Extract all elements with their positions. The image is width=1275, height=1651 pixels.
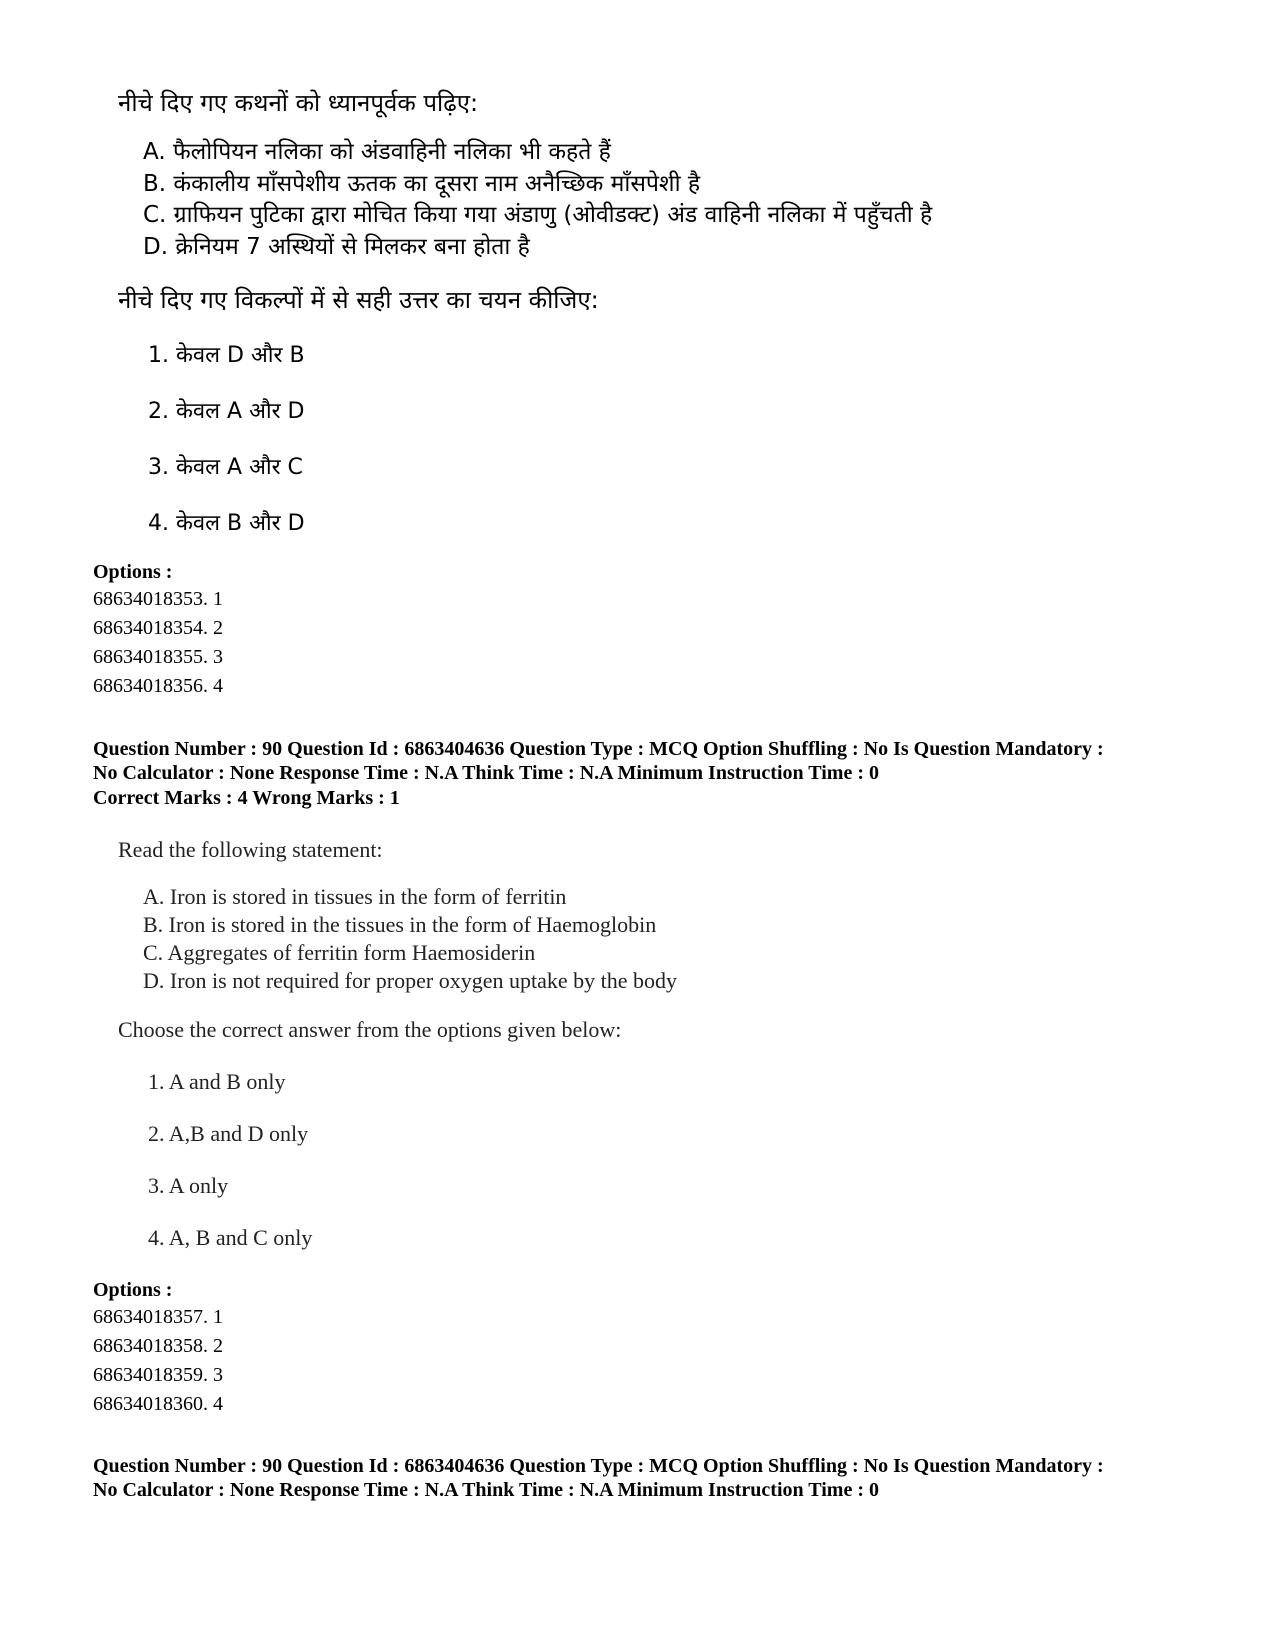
question-meta bbox=[93, 1454, 1213, 1502]
question-meta bbox=[93, 737, 1213, 785]
english-intro: Read the following statement: bbox=[118, 837, 383, 862]
english-choice-1: 1. A and B only bbox=[148, 1069, 286, 1094]
option-item: 68634018357. 1 bbox=[93, 1306, 223, 1328]
english-choice-4: 4. A, B and C only bbox=[148, 1225, 313, 1250]
hindi-intro: नीचे दिए गए कथनों को ध्यानपूर्वक पढ़िए: bbox=[118, 89, 479, 117]
option-item: 68634018353. 1 bbox=[93, 588, 223, 610]
question-marks: Correct Marks : 4 Wrong Marks : 1 bbox=[93, 787, 400, 809]
options-title: Options : bbox=[93, 561, 173, 583]
question-meta-line2: No Calculator : None Response Time : N.A Think Time : N.A Minimum Instruction Time : 0 bbox=[93, 1479, 879, 1501]
english-statement-a: A. Iron is stored in tissues in the form of ferritin bbox=[143, 884, 567, 909]
hindi-statement-d: D. क्रेनियम 7 अस्थियों से मिलकर बना होता है bbox=[143, 233, 530, 260]
english-statement-d: D. Iron is not required for proper oxygen uptake by the body bbox=[143, 968, 677, 993]
hindi-statements bbox=[143, 137, 932, 263]
option-item: 68634018354. 2 bbox=[93, 617, 223, 639]
hindi-choose: नीचे दिए गए विकल्पों में से सही उत्तर का चयन कीजिए: bbox=[118, 286, 599, 314]
hindi-statement-c: C. ग्राफियन पुटिका द्वारा मोचित किया गया अंडाणु (ओवीडक्ट) अंड वाहिनी नलिका में पहुँचती है bbox=[143, 202, 933, 228]
option-item: 68634018356. 4 bbox=[93, 675, 223, 697]
hindi-statement-a: A. फैलोपियन नलिका को अंडवाहिनी नलिका भी कहते हैं bbox=[143, 139, 611, 165]
hindi-choice-2: 2. केवल A और D bbox=[148, 399, 305, 424]
question-meta-line1: Question Number : 90 Question Id : 6863404636 Question Type : MCQ Option Shuffling : No Is Question Mandatory : bbox=[93, 738, 1104, 760]
english-choose: Choose the correct answer from the options given below: bbox=[118, 1017, 622, 1042]
hindi-choice-1: 1. केवल D और B bbox=[148, 343, 305, 368]
option-item: 68634018360. 4 bbox=[93, 1393, 223, 1415]
option-item: 68634018359. 3 bbox=[93, 1364, 223, 1386]
english-statements bbox=[143, 883, 677, 995]
options-title: Options : bbox=[93, 1279, 173, 1301]
hindi-statement-b: B. कंकालीय माँसपेशीय ऊतक का दूसरा नाम अनैच्छिक माँसपेशी है bbox=[143, 170, 701, 197]
options-list bbox=[93, 585, 223, 701]
english-choice-2: 2. A,B and D only bbox=[148, 1121, 309, 1146]
option-item: 68634018355. 3 bbox=[93, 646, 223, 668]
english-statement-b: B. Iron is stored in the tissues in the form of Haemoglobin bbox=[143, 912, 657, 937]
hindi-choice-4: 4. केवल B और D bbox=[148, 511, 305, 536]
english-statement-c: C. Aggregates of ferritin form Haemosiderin bbox=[143, 940, 536, 965]
option-item: 68634018358. 2 bbox=[93, 1335, 223, 1357]
hindi-choice-3: 3. केवल A और C bbox=[148, 455, 303, 480]
english-choice-3: 3. A only bbox=[148, 1173, 229, 1198]
question-meta-line2: No Calculator : None Response Time : N.A Think Time : N.A Minimum Instruction Time : 0 bbox=[93, 762, 879, 784]
options-list bbox=[93, 1303, 223, 1419]
question-meta-line1: Question Number : 90 Question Id : 6863404636 Question Type : MCQ Option Shuffling : No Is Question Mandatory : bbox=[93, 1455, 1104, 1477]
